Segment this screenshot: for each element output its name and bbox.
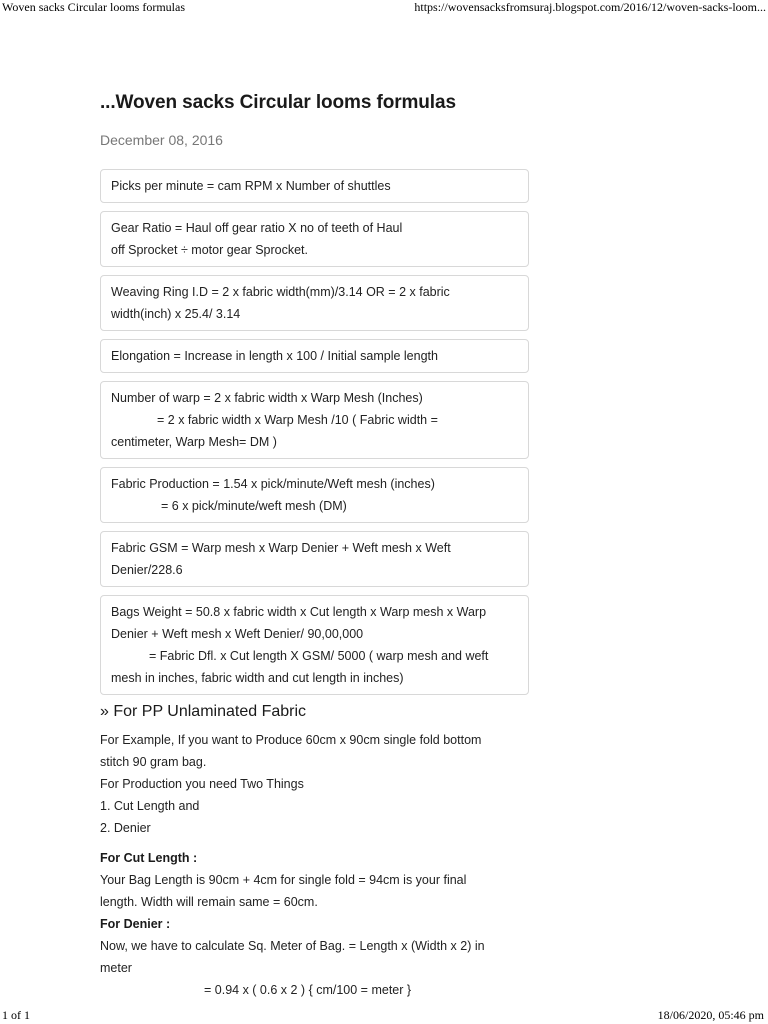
page-counter: 1 of 1 <box>2 1008 30 1022</box>
formula-box-fabric-production <box>100 467 529 523</box>
section-heading: » For PP Unlaminated Fabric <box>100 703 307 720</box>
formula-line: mesh in inches, fabric width and cut length in inches) <box>111 671 404 685</box>
formula-line: Fabric GSM = Warp mesh x Warp Denier + Weft mesh x Weft <box>111 541 451 555</box>
denier-heading: For Denier : <box>100 917 171 931</box>
formula-line: Bags Weight = 50.8 x fabric width x Cut length x Warp mesh x Warp <box>111 605 487 619</box>
formula-box-picks <box>100 169 529 203</box>
formula-line: Gear Ratio = Haul off gear ratio X no of teeth of Haul <box>111 221 403 235</box>
formula-list <box>100 169 530 695</box>
print-header-url[interactable]: https://wovensacksfromsuraj.blogspot.com/2016/12/woven-sacks-loom... <box>414 0 766 14</box>
text-line: 1. Cut Length and <box>100 799 200 813</box>
formula-line: Denier + Weft mesh x Weft Denier/ 90,00,000 <box>111 627 364 641</box>
cut-length-heading: For Cut Length : <box>100 851 198 865</box>
text-line: Now, we have to calculate Sq. Meter of Bag. = Length x (Width x 2) in <box>100 939 485 953</box>
denier-formula: = 0.94 x ( 0.6 x 2 ) { cm/100 = meter } <box>204 983 412 997</box>
print-footer <box>0 1008 768 1024</box>
blog-post <box>100 92 530 1001</box>
formula-line: off Sprocket ÷ motor gear Sprocket. <box>111 243 308 257</box>
formula-line: = 2 x fabric width x Warp Mesh /10 ( Fabric width = <box>157 413 438 427</box>
text-line: Your Bag Length is 90cm + 4cm for single fold = 94cm is your final <box>100 873 467 887</box>
text-line: 2. Denier <box>100 821 151 835</box>
formula-line: Denier/228.6 <box>111 563 183 577</box>
text-line: stitch 90 gram bag. <box>100 755 207 769</box>
formula-line: Picks per minute = cam RPM x Number of shuttles <box>111 179 391 193</box>
formula-line: width(inch) x 25.4/ 3.14 <box>111 307 241 321</box>
denier-paragraph <box>100 935 530 1001</box>
post-date[interactable]: December 08, 2016 <box>100 132 223 148</box>
formula-line: Weaving Ring I.D = 2 x fabric width(mm)/3.14 OR = 2 x fabric <box>111 285 450 299</box>
formula-line: = Fabric Dfl. x Cut length X GSM/ 5000 ( warp mesh and weft <box>149 649 489 663</box>
post-title[interactable]: ...Woven sacks Circular looms formulas <box>100 92 456 113</box>
print-datetime: 18/06/2020, 05:46 pm <box>657 1008 764 1022</box>
print-header-title: Woven sacks Circular looms formulas <box>2 0 185 14</box>
formula-box-fabric-gsm <box>100 531 529 587</box>
formula-line: Fabric Production = 1.54 x pick/minute/Weft mesh (inches) <box>111 477 435 491</box>
formula-line: Elongation = Increase in length x 100 / Initial sample length <box>111 349 438 363</box>
print-header <box>0 0 768 16</box>
formula-line: Number of warp = 2 x fabric width x Warp Mesh (Inches) <box>111 391 423 405</box>
intro-paragraph <box>100 729 530 839</box>
text-line: For Production you need Two Things <box>100 777 304 791</box>
formula-line: = 6 x pick/minute/weft mesh (DM) <box>161 499 347 513</box>
formula-box-gear-ratio <box>100 211 529 267</box>
formula-line: centimeter, Warp Mesh= DM ) <box>111 435 277 449</box>
cut-length-paragraph <box>100 869 530 913</box>
text-line: length. Width will remain same = 60cm. <box>100 895 318 909</box>
formula-box-elongation <box>100 339 529 373</box>
formula-box-weaving-ring <box>100 275 529 331</box>
text-line: For Example, If you want to Produce 60cm x 90cm single fold bottom <box>100 733 482 747</box>
formula-box-bags-weight <box>100 595 529 695</box>
text-line: meter <box>100 961 132 975</box>
formula-box-number-of-warp <box>100 381 529 459</box>
